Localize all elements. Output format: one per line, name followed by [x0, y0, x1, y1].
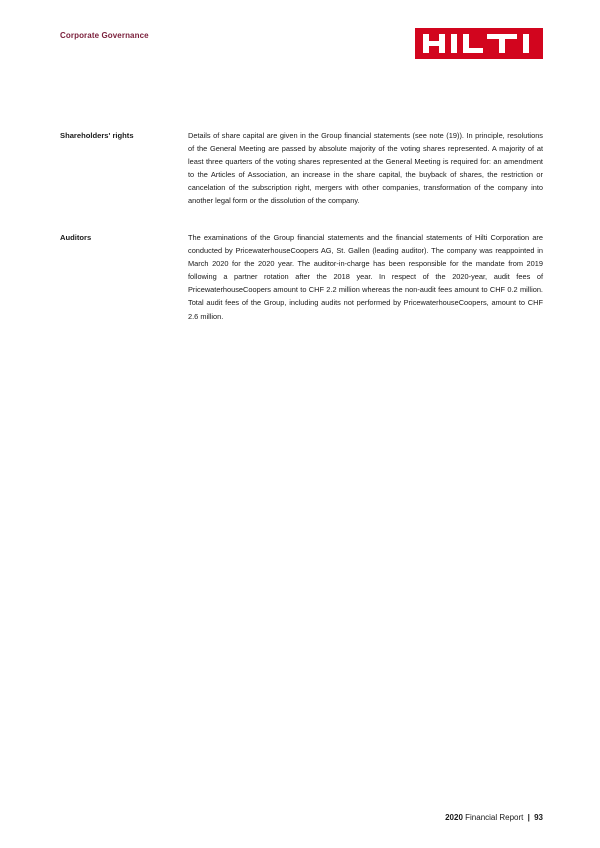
footer-year: 2020 — [445, 813, 463, 822]
page-number: 93 — [534, 813, 543, 822]
auditors-text: The examinations of the Group financial statements and the financial statements of Hilti Corporation are conducted by PricewaterhouseCoopers AG, St. Gallen (leading auditor). The company was reappointed in March 2020 for the 2020 year. The auditor-in-charge has been responsible for the mandate from 2019 following a partner rotation after the 2018 year. In respect of the 2020-year, audit fees of PricewaterhouseCoopers amount to CHF 2.2 million whereas the non-audit fees amount to CHF 0.2 million. Total audit fees of the Group, including audits not performed by PricewaterhouseCoopers, amount to CHF 2.6 million. — [188, 233, 543, 321]
hilti-logo-mark — [423, 34, 535, 53]
shareholders-rights-text: Details of share capital are given in the Group financial statements (see note (19)). In principle, resolutions of the General Meeting are passed by absolute majority of the voting shares represented. A majority of at least three quarters of the voting shares represented at the General Meeting is required for: an amendment to the Articles of Association, an increase in the share capital, the buyback of shares, the restriction or cancelation of the subscription right, mergers with other companies, transformation of the company into another legal form or the dissolution of the company. — [188, 131, 543, 206]
footer-label: Financial Report — [465, 813, 524, 822]
footer-separator: | — [527, 813, 530, 822]
hilti-logo — [415, 28, 543, 59]
section-title: Corporate Governance — [60, 31, 149, 40]
shareholders-rights-heading: Shareholders' rights — [60, 131, 134, 140]
page-footer — [445, 813, 543, 822]
auditors-heading: Auditors — [60, 233, 92, 242]
